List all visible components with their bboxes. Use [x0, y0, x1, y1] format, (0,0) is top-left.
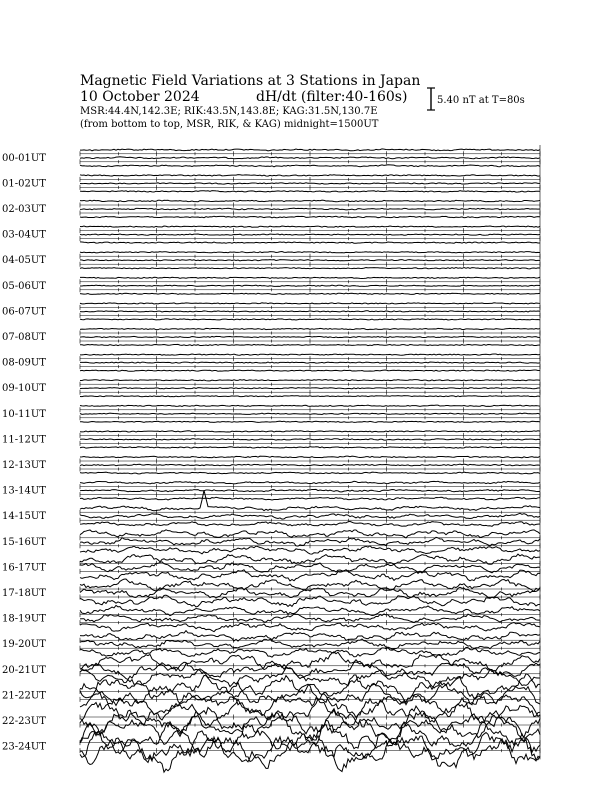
hour-label: 10-11UT	[2, 408, 46, 420]
trace-rik	[80, 413, 540, 414]
trace-msr	[80, 472, 540, 474]
trace-kag	[80, 354, 540, 355]
hour-label: 03-04UT	[2, 229, 46, 241]
trace-rik	[80, 439, 540, 440]
hour-row	[2, 674, 540, 718]
trace-msr	[80, 344, 540, 345]
chart-header	[80, 73, 420, 130]
trace-rik	[80, 489, 540, 491]
trace-rik	[80, 260, 540, 261]
trace-msr	[80, 191, 540, 192]
trace-msr	[80, 319, 540, 320]
trace-kag	[80, 328, 540, 329]
hour-row	[2, 252, 540, 269]
trace-rik	[80, 208, 540, 210]
trace-kag	[80, 380, 540, 381]
hour-row	[2, 149, 540, 167]
stations-line: MSR:44.4N,142.3E; RIK:43.5N,143.8E; KAG:31.5N,130.7E	[80, 106, 378, 117]
hour-label: 14-15UT	[2, 511, 46, 523]
trace-kag	[80, 303, 540, 304]
trace-msr	[80, 497, 540, 500]
hour-label: 09-10UT	[2, 383, 46, 395]
trace-kag	[80, 226, 540, 227]
hour-label: 21-22UT	[2, 690, 46, 702]
hour-label: 02-03UT	[2, 204, 46, 215]
trace-msr	[80, 421, 540, 422]
hour-row	[2, 530, 540, 554]
hour-row	[2, 226, 540, 243]
scale-bar	[427, 88, 525, 110]
hour-label: 22-23UT	[2, 716, 46, 727]
trace-msr	[80, 268, 540, 269]
order-line: (from bottom to top, MSR, RIK, & KAG) midnight=1500UT	[80, 119, 379, 130]
trace-rik	[80, 285, 540, 286]
chart-quantity: dH/dt (filter:40-160s)	[256, 89, 408, 105]
hour-row	[2, 277, 540, 294]
hour-row	[2, 328, 540, 345]
hour-label: 13-14UT	[2, 485, 46, 497]
trace-msr	[80, 242, 540, 243]
hour-label: 11-12UT	[2, 434, 46, 446]
trace-rik	[80, 183, 540, 184]
trace-rik	[80, 362, 540, 363]
hour-row	[2, 490, 540, 526]
hour-label: 17-18UT	[2, 588, 46, 599]
trace-kag	[80, 456, 540, 458]
trace-msr	[80, 396, 540, 397]
hour-row	[2, 720, 540, 772]
hour-label: 00-01UT	[2, 152, 46, 164]
hour-row	[2, 456, 540, 474]
hour-row	[2, 200, 540, 218]
trace-kag	[80, 405, 540, 406]
hour-row	[2, 579, 540, 607]
hour-label: 08-09UT	[2, 357, 46, 369]
hour-label: 12-13UT	[2, 460, 46, 471]
trace-msr	[80, 216, 540, 218]
chart-date: 10 October 2024	[80, 89, 200, 105]
trace-rik	[80, 388, 540, 389]
trace-msr	[80, 370, 540, 371]
hour-label: 16-17UT	[2, 562, 46, 574]
hour-label: 01-02UT	[2, 178, 46, 190]
hour-row	[2, 303, 540, 320]
chart-title: Magnetic Field Variations at 3 Stations in Japan	[80, 73, 421, 89]
hour-label: 04-05UT	[2, 255, 46, 267]
hour-row	[2, 631, 540, 657]
hour-label: 06-07UT	[2, 306, 46, 318]
hour-row	[2, 380, 540, 397]
hour-label: 19-20UT	[2, 639, 46, 651]
trace-kag	[80, 431, 540, 432]
trace-msr	[80, 447, 540, 449]
trace-kag	[80, 277, 540, 278]
trace-kag	[80, 252, 540, 253]
hour-label: 15-16UT	[2, 536, 46, 548]
hour-row	[2, 405, 540, 422]
hour-label: 23-24UT	[2, 741, 46, 753]
trace-msr	[80, 693, 540, 718]
hour-label: 05-06UT	[2, 280, 46, 292]
trace-kag	[80, 175, 540, 177]
trace-msr	[80, 293, 540, 294]
trace-kag	[80, 200, 540, 202]
hour-row	[2, 431, 540, 449]
hour-row	[2, 354, 540, 371]
trace-msr	[80, 165, 540, 167]
hour-row	[2, 175, 540, 193]
scale-label: 5.40 nT at T=80s	[437, 95, 525, 106]
hour-label: 07-08UT	[2, 332, 46, 343]
hour-label: 18-19UT	[2, 613, 46, 625]
hour-row	[2, 605, 540, 631]
trace-rik	[80, 336, 540, 337]
trace-rik	[80, 234, 540, 235]
hour-row	[2, 554, 540, 581]
trace-kag	[80, 481, 540, 484]
hour-label: 20-21UT	[2, 664, 46, 676]
trace-rik	[80, 157, 540, 159]
plot-rows	[2, 145, 540, 772]
trace-kag	[80, 149, 540, 151]
hour-row	[2, 481, 540, 500]
trace-rik	[80, 311, 540, 312]
trace-rik	[80, 464, 540, 466]
